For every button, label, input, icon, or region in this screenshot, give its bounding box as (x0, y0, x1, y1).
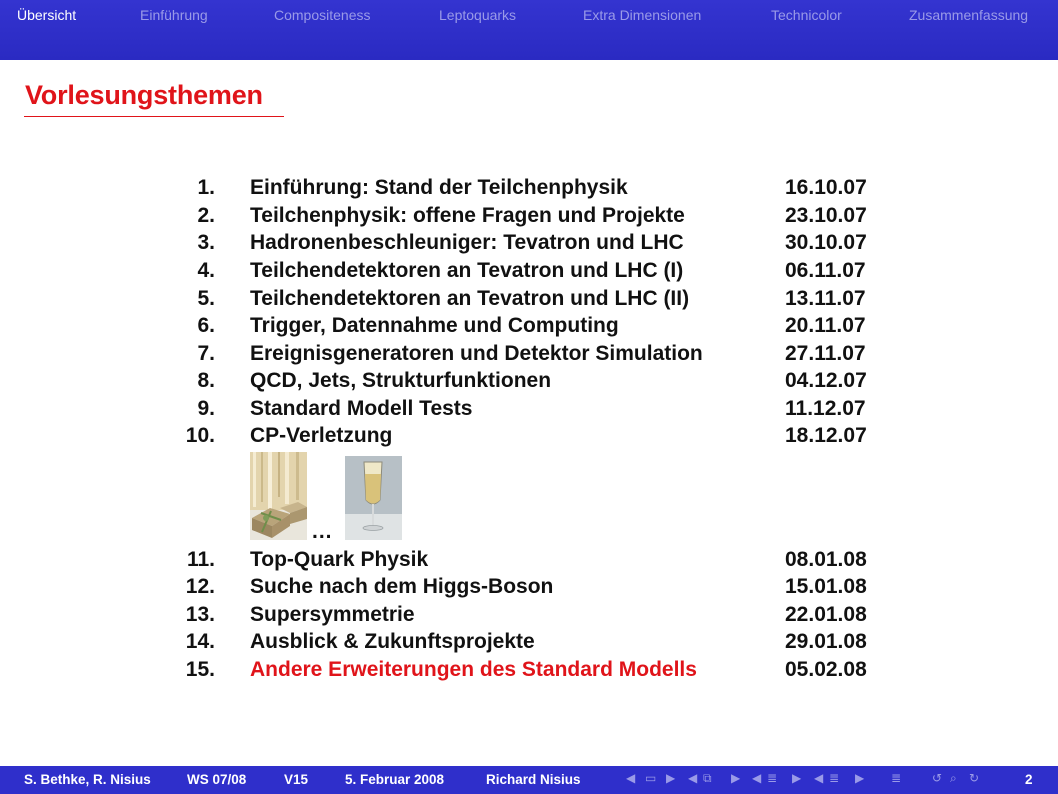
lecture-number: 1. (197, 176, 215, 199)
lecture-topic: CP-Verletzung (250, 424, 393, 447)
nav-prev-section-icon[interactable]: ◀ (752, 771, 762, 785)
lecture-number: 6. (197, 314, 215, 337)
lecture-row (0, 603, 1058, 630)
nav-item-extra-dimensionen[interactable]: Extra Dimensionen (583, 7, 702, 23)
lecture-topic: Suche nach dem Higgs-Boson (250, 575, 554, 598)
lecture-row (0, 314, 1058, 341)
lecture-row-current (0, 658, 1058, 685)
nav-section-icon[interactable]: ≣ (767, 771, 778, 785)
nav-item-leptoquarks[interactable]: Leptoquarks (439, 7, 517, 23)
lecture-date: 15.01.08 (785, 575, 867, 598)
lecture-number: 7. (197, 342, 215, 365)
lecture-date: 23.10.07 (785, 204, 867, 227)
lecture-number: 4. (197, 259, 215, 282)
title-underline (24, 116, 284, 117)
top-navigation-bar (0, 0, 1058, 60)
lecture-number: 8. (197, 369, 215, 392)
lecture-row (0, 397, 1058, 424)
lecture-number: 2. (197, 204, 215, 227)
nav-next-slide-icon[interactable]: ▶ (855, 771, 865, 785)
lecture-topic: Supersymmetrie (250, 603, 415, 626)
footer-date: 5. Februar 2008 (345, 772, 445, 787)
lecture-date: 16.10.07 (785, 176, 867, 199)
lecture-topic: Top-Quark Physik (250, 548, 429, 571)
lecture-topic: Standard Modell Tests (250, 397, 473, 420)
nav-search-icon[interactable]: ⌕ (950, 771, 957, 785)
lecture-number: 12. (185, 575, 215, 598)
nav-forward-icon[interactable]: ↻ (969, 771, 980, 785)
nav-prev-slide-icon[interactable]: ◀ (814, 771, 824, 785)
lecture-row (0, 630, 1058, 657)
lecture-topic: Teilchendetektoren an Tevatron und LHC (I) (250, 259, 684, 282)
lecture-row (0, 342, 1058, 369)
nav-item-einfuehrung[interactable]: Einführung (140, 7, 208, 23)
lecture-number: 5. (197, 287, 215, 310)
nav-back-icon[interactable]: ↺ (932, 771, 943, 785)
lecture-number: 14. (185, 630, 215, 653)
nav-next-icon[interactable]: ▶ (666, 771, 676, 785)
nav-next-section-icon[interactable]: ▶ (792, 771, 802, 785)
nav-next-subsection-icon[interactable]: ▶ (731, 771, 741, 785)
lecture-row (0, 176, 1058, 203)
lecture-topic: Teilchenphysik: offene Fragen und Projekte (250, 204, 685, 227)
lecture-date: 04.12.07 (785, 369, 867, 392)
footer-authors: S. Bethke, R. Nisius (24, 772, 151, 787)
lecture-date: 13.11.07 (785, 287, 866, 310)
lecture-date: 11.12.07 (785, 397, 866, 420)
slide-title: Vorlesungsthemen (25, 80, 263, 110)
nav-prev-subsection-icon[interactable]: ◀ (688, 771, 698, 785)
lecture-row (0, 548, 1058, 575)
gift-packages-photo (250, 452, 307, 540)
nav-item-compositeness[interactable]: Compositeness (274, 7, 371, 23)
lecture-date: 08.01.08 (785, 548, 867, 571)
lecture-row (0, 204, 1058, 231)
champagne-glass-photo (345, 456, 402, 540)
lecture-topic: Teilchendetektoren an Tevatron und LHC (II) (250, 287, 690, 310)
lecture-topic: Trigger, Datennahme und Computing (250, 314, 619, 337)
lecture-date: 18.12.07 (785, 424, 867, 447)
footer-semester: WS 07/08 (187, 772, 247, 787)
footer-presenter: Richard Nisius (486, 772, 581, 787)
lecture-row (0, 369, 1058, 396)
lecture-row (0, 287, 1058, 314)
lecture-row (0, 231, 1058, 258)
lecture-number: 3. (197, 231, 215, 254)
lecture-date: 22.01.08 (785, 603, 867, 626)
lecture-number: 10. (185, 424, 215, 447)
lecture-date: 30.10.07 (785, 231, 867, 254)
lecture-date: 27.11.07 (785, 342, 866, 365)
lecture-topic: Einführung: Stand der Teilchenphysik (250, 176, 628, 199)
nav-item-uebersicht[interactable]: Übersicht (17, 7, 77, 23)
nav-appendix-icon[interactable]: ≣ (891, 771, 902, 785)
lecture-date: 05.02.08 (785, 658, 867, 681)
lecture-row (0, 575, 1058, 602)
lecture-topic: Ausblick & Zukunftsprojekte (250, 630, 535, 653)
lecture-date: 06.11.07 (785, 259, 866, 282)
lecture-topic: Hadronenbeschleuniger: Tevatron und LHC (250, 231, 684, 254)
nav-first-icon[interactable]: ◀ (626, 771, 636, 785)
nav-subsection-icon[interactable]: ⧉ (703, 771, 712, 785)
lecture-number: 11. (186, 548, 215, 571)
lecture-topic: Ereignisgeneratoren und Detektor Simulation (250, 342, 703, 365)
footer-version: V15 (284, 772, 309, 787)
lecture-row (0, 424, 1058, 451)
lecture-date: 20.11.07 (785, 314, 866, 337)
nav-item-technicolor[interactable]: Technicolor (771, 7, 842, 23)
nav-slide-icon[interactable]: ≣ (829, 771, 840, 785)
footer-bar (0, 766, 1058, 794)
lecture-number: 13. (185, 603, 215, 626)
lecture-row (0, 259, 1058, 286)
lecture-number: 9. (197, 397, 215, 420)
lecture-topic-current: Andere Erweiterungen des Standard Modells (250, 658, 697, 681)
ellipsis: ... (312, 520, 333, 543)
lecture-topic: QCD, Jets, Strukturfunktionen (250, 369, 552, 392)
lecture-date: 29.01.08 (785, 630, 867, 653)
lecture-number: 15. (185, 658, 215, 681)
page-number: 2 (1025, 772, 1033, 787)
nav-item-zusammenfassung[interactable]: Zusammenfassung (909, 7, 1029, 23)
nav-frame-icon[interactable]: ▭ (645, 771, 657, 785)
